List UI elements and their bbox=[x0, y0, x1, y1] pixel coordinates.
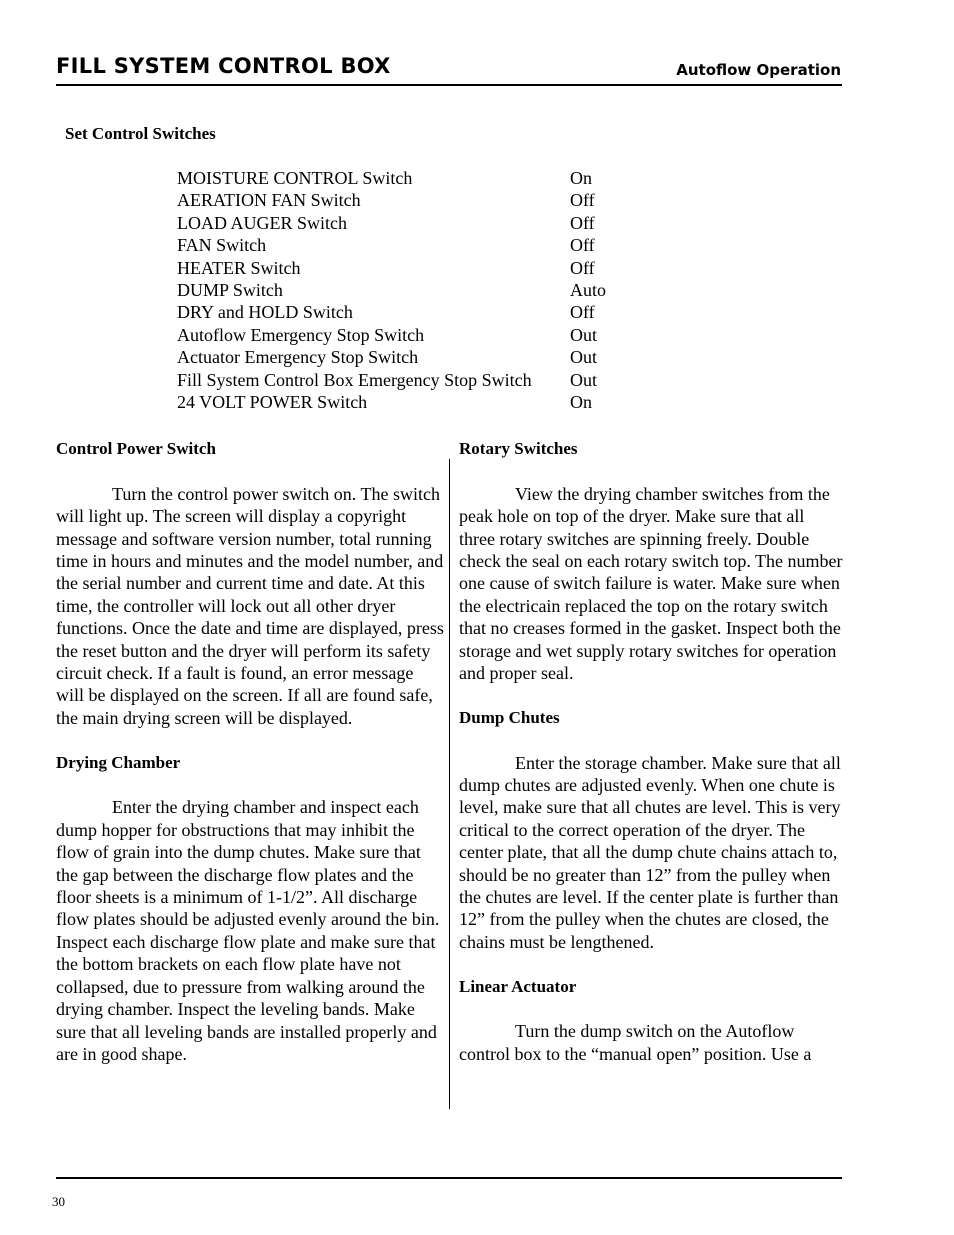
switch-setting: Off bbox=[570, 212, 595, 233]
control-power-switch-text: Turn the control power switch on. The switch will light up. The screen will display a copyright message and software version number, total running time in hours and minutes and the model number, and the serial number and current time and date. At this time, the controller will lock out all other dryer functions. Once the date and time are displayed, press the reset button and the dryer will perform its safety circuit check. If a fault is found, an error message will be displayed on the screen. If all are found safe, the main drying screen will be displayed. bbox=[56, 483, 444, 728]
switch-setting: Out bbox=[570, 324, 597, 345]
switch-name: 24 VOLT POWER Switch bbox=[177, 392, 368, 413]
control-power-switch-heading: Control Power Switch bbox=[56, 439, 216, 458]
switch-name: Autoflow Emergency Stop Switch bbox=[177, 324, 425, 345]
switch-row bbox=[177, 391, 606, 413]
switch-setting: On bbox=[570, 392, 592, 413]
rotary-switches-text: View the drying chamber switches from the peak hole on top of the dryer. Make sure that all three rotary switches are spinning freely. Double check the seal on each rotary switch top. The number one cause of switch failure is water. Make sure when the electricain replaced the top on the rotary switch that no creases formed in the gasket. Inspect both the storage and wet supply rotary switches for operation and proper seal. bbox=[459, 483, 843, 684]
column-divider bbox=[449, 459, 450, 1109]
switch-row bbox=[177, 369, 606, 391]
switch-row bbox=[177, 234, 606, 256]
switch-setting: Off bbox=[570, 257, 595, 278]
switch-setting: Auto bbox=[570, 280, 606, 301]
dump-chutes-text: Enter the storage chamber. Make sure that all dump chutes are adjusted evenly. When one chute is level, make sure that all chutes are level. This is very critical to the correct operation of the dryer. The center plate, that all the dump chute chains attach to, should be no greater than 12” from the pulley when the chutes are level. If the center plate is further than 12” from the pulley when the chutes are closed, the chains must be lengthened. bbox=[459, 752, 841, 952]
switch-row bbox=[177, 189, 606, 211]
set-control-switches-heading: Set Control Switches bbox=[65, 124, 216, 143]
switch-name: Actuator Emergency Stop Switch bbox=[177, 347, 419, 368]
drying-chamber-heading: Drying Chamber bbox=[56, 752, 181, 772]
switch-name: Fill System Control Box Emergency Stop Switch bbox=[177, 369, 532, 390]
drying-chamber-text: Enter the drying chamber and inspect each dump hopper for obstructions that may inhibit the flow of grain into the dump chutes. Make sure that the gap between the discharge flow plates and the floor sheets is a minimum of 1-1/2”. All discharge flow plates should be adjusted evenly around the bin. Inspect each discharge flow plate and make sure that the bottom brackets on each flow plate have not collapsed, due to pressure from walking around the drying chamber. Inspect the leveling bands. Make sure that all leveling bands are installed properly and are in good shape. bbox=[56, 797, 440, 1064]
switch-setting: Out bbox=[570, 369, 597, 390]
linear-actuator-heading: Linear Actuator bbox=[459, 976, 577, 996]
switch-setting: Off bbox=[570, 235, 595, 256]
switch-name: DRY and HOLD Switch bbox=[177, 302, 353, 323]
switch-setting: Off bbox=[570, 190, 595, 211]
switch-setting: Off bbox=[570, 302, 595, 323]
switch-setting: On bbox=[570, 168, 592, 188]
switch-name: MOISTURE CONTROL Switch bbox=[177, 168, 413, 188]
linear-actuator-text: Turn the dump switch on the Autoflow control box to the “manual open” position. Use a bbox=[459, 1021, 812, 1064]
switch-row bbox=[177, 301, 606, 323]
right-column bbox=[459, 438, 843, 1088]
switch-row bbox=[177, 324, 606, 346]
footer-divider bbox=[56, 1177, 842, 1179]
switch-name: AERATION FAN Switch bbox=[177, 190, 361, 211]
switch-row bbox=[177, 257, 606, 279]
switch-settings-table bbox=[177, 167, 606, 413]
switch-name: HEATER Switch bbox=[177, 257, 301, 278]
switch-row bbox=[177, 279, 606, 301]
switch-row bbox=[177, 346, 606, 368]
dump-chutes-heading: Dump Chutes bbox=[459, 707, 560, 727]
switch-name: DUMP Switch bbox=[177, 280, 283, 301]
switch-row bbox=[177, 167, 606, 189]
section-title: Autoflow Operation bbox=[676, 61, 841, 79]
left-column bbox=[56, 438, 444, 1088]
switch-row bbox=[177, 212, 606, 234]
rotary-switches-heading: Rotary Switches bbox=[459, 439, 578, 458]
page-number: 30 bbox=[52, 1194, 65, 1209]
switch-name: LOAD AUGER Switch bbox=[177, 212, 347, 233]
switch-setting: Out bbox=[570, 347, 597, 368]
header-divider bbox=[56, 84, 842, 86]
switch-name: FAN Switch bbox=[177, 235, 267, 256]
page-title: FILL SYSTEM CONTROL BOX bbox=[56, 54, 391, 78]
